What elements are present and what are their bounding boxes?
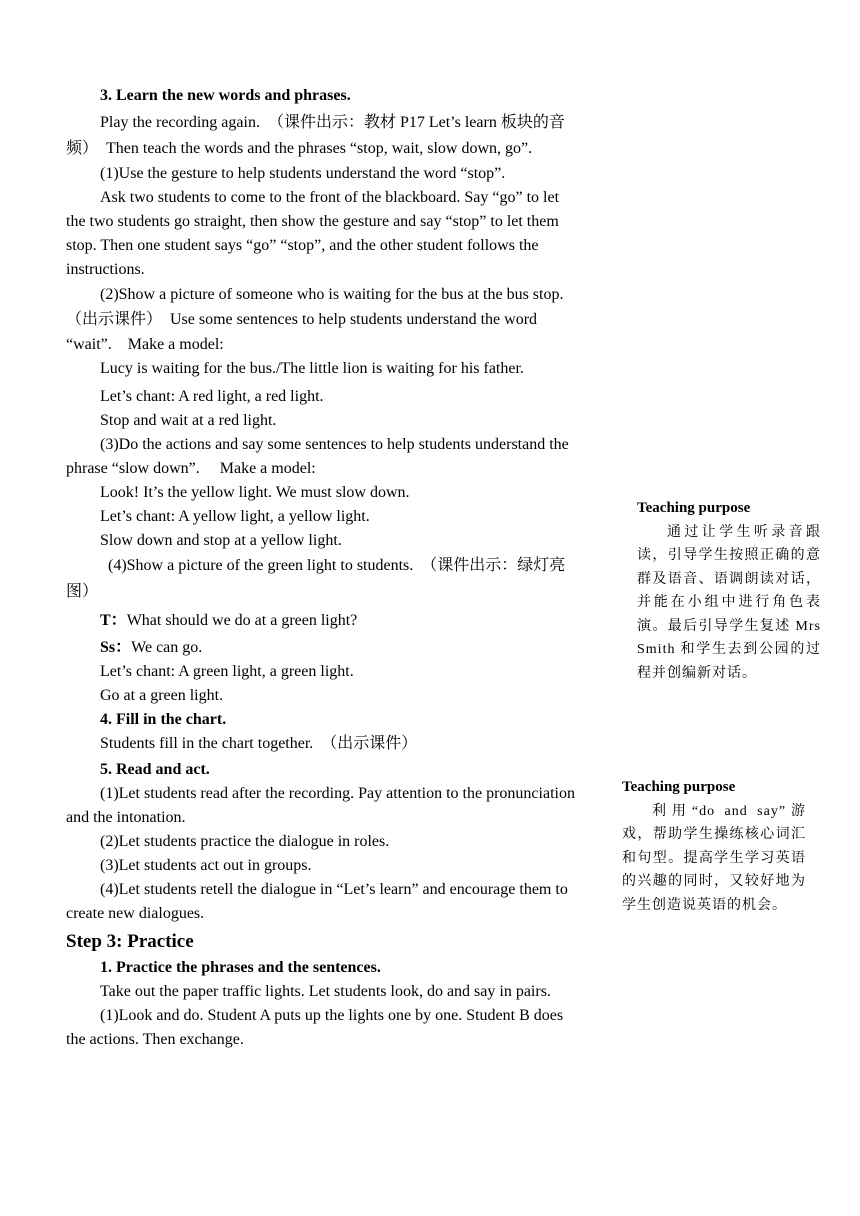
note-body: 利用“do and say”游戏，帮助学生操练核心词汇和句型。提高学生学习英语的兴趣的同时，又较好地为学生创造说英语的机会。 [622,803,806,913]
paragraph: (1)Use the gesture to help students understand the word “stop”. [100,165,506,182]
chant-line: Slow down and stop at a yellow light. [100,532,342,549]
practice-1-heading: 1. Practice the phrases and the sentences. [100,959,381,976]
dialogue-text: We can go. [131,639,203,656]
paragraph: (4)Show a picture of the green light to students. （课件出示：绿灯亮图） [66,557,566,600]
paragraph: (2)Show a picture of someone who is waiting for the bus at the bus stop.（出示课件） Use some sentences to help students understand the word “wait”. Make a model: [66,286,564,353]
dialogue-line-students [66,636,576,660]
paragraph: Play the recording again. （课件出示：教材 P17 Let’s learn 板块的音频） Then teach the words and the phrases “stop, wait, slow down, go”. [66,114,565,157]
example-sentence: Lucy is waiting for the bus./The little lion is waiting for his father. [100,360,524,377]
lesson-plan-body [66,84,576,1052]
note-title: Teaching purpose [637,500,751,516]
teaching-purpose-note [622,776,806,917]
paragraph: (1)Let students read after the recording. Pay attention to the pronunciation and the intonation. [66,785,575,826]
section-5-heading: 5. Read and act. [100,761,210,778]
dialogue-line-teacher [66,609,576,633]
paragraph: Take out the paper traffic lights. Let students look, do and say in pairs. [100,983,551,1000]
teaching-purpose-note [637,497,821,685]
paragraph: (1)Look and do. Student A puts up the lights one by one. Student B does the actions. Then exchange. [66,1007,564,1048]
note-title: Teaching purpose [622,779,736,795]
chant-line: Stop and wait at a red light. [100,412,277,429]
paragraph: (3)Do the actions and say some sentences to help students understand the phrase “slow down”. Make a model: [66,436,569,477]
section-3-heading: 3. Learn the new words and phrases. [100,87,351,104]
speaker-label: Ss： [100,639,132,656]
paragraph: (2)Let students practice the dialogue in roles. [100,833,390,850]
speaker-label: T： [100,612,127,629]
paragraph: (4)Let students retell the dialogue in “Let’s learn” and encourage them to create new dialogues. [66,881,568,922]
note-body: 通过让学生听录音跟读，引导学生按照正确的意群及语音、语调朗读对话，并能在小组中进行角色表演。最后引导学生复述 Mrs Smith 和学生去到公园的过程并创编新对话。 [637,524,821,681]
dialogue-text: What should we do at a green light? [126,612,358,629]
chant-line: Go at a green light. [100,687,224,704]
paragraph: Ask two students to come to the front of the blackboard. Say “go” to let the two students go straight, then show the gesture and say “stop” to let them stop. Then one student says “go” “stop”, and the other student follows the instructions. [66,189,560,278]
section-4-heading: 4. Fill in the chart. [100,711,227,728]
chant-line: Let’s chant: A green light, a green light. [100,663,354,680]
chant-line: Let’s chant: A yellow light, a yellow light. [100,508,370,525]
example-sentence: Look! It’s the yellow light. We must slow down. [100,484,410,501]
paragraph: Students fill in the chart together. （出示课件） [100,735,418,752]
step-3-heading: Step 3: Practice [66,931,194,952]
paragraph: (3)Let students act out in groups. [100,857,312,874]
chant-line: Let’s chant: A red light, a red light. [100,388,324,405]
